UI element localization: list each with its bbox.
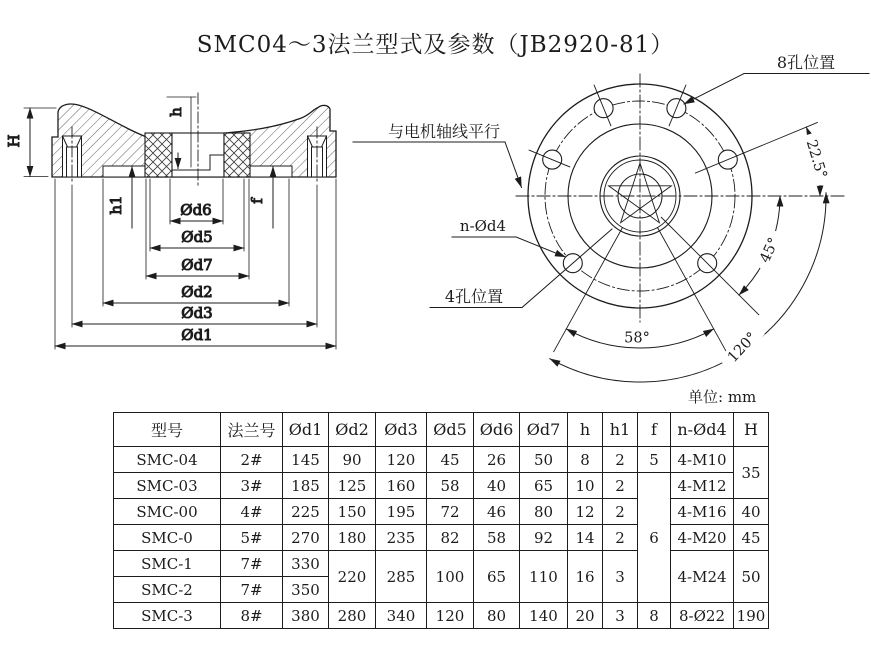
table-cell: 5#: [221, 525, 283, 551]
table-cell: 340: [376, 603, 427, 629]
dim-label-d6: Ød6: [180, 201, 212, 219]
table-cell: 195: [376, 499, 427, 525]
table-cell: 2: [603, 473, 638, 499]
table-cell: SMC-1: [114, 551, 221, 577]
eight-hole-label: 8孔位置: [776, 53, 836, 72]
leader-parallel-to-motor-axis: [353, 122, 522, 188]
table-cell: 3#: [221, 473, 283, 499]
table-cell: 45: [734, 525, 769, 551]
column-header: n-Ød4: [671, 413, 734, 447]
table-cell: SMC-04: [114, 447, 221, 473]
svg-text:45°: 45°: [757, 235, 783, 266]
table-cell: 14: [568, 525, 603, 551]
table-cell: 40: [474, 473, 520, 499]
table-cell: 90: [329, 447, 376, 473]
column-header: Ød5: [427, 413, 474, 447]
parallel-label: 与电机轴线平行: [387, 122, 501, 141]
angle-label-45: [752, 228, 785, 272]
table-cell: 16: [568, 551, 603, 603]
table-cell: 2#: [221, 447, 283, 473]
column-header: 型号: [114, 413, 221, 447]
table-cell: SMC-2: [114, 577, 221, 603]
dim-label-f: f: [248, 198, 266, 204]
table-cell: SMC-03: [114, 473, 221, 499]
table-cell: 4-M24: [671, 551, 734, 603]
four-hole-label: 4孔位置: [444, 287, 504, 306]
table-cell: 80: [474, 603, 520, 629]
svg-text:22.5°: 22.5°: [802, 138, 830, 181]
dim-label-d2: Ød2: [181, 283, 213, 301]
column-header: Ød2: [329, 413, 376, 447]
dim-label-h: h: [167, 107, 185, 117]
table-cell: 100: [427, 551, 474, 603]
dim-label-h1: h1: [107, 195, 125, 215]
table-cell: 4-M20: [671, 525, 734, 551]
column-header: 法兰号: [221, 413, 283, 447]
dimension-d6: [170, 179, 223, 224]
column-header: H: [734, 413, 769, 447]
dim-label-d7: Ød7: [181, 256, 213, 274]
table-cell: 4-M12: [671, 473, 734, 499]
column-header: Ød7: [520, 413, 568, 447]
table-cell: 58: [427, 473, 474, 499]
table-cell: 2: [603, 499, 638, 525]
dim-label-H: H: [5, 134, 23, 148]
table-cell: 58: [474, 525, 520, 551]
table-cell: 330: [283, 551, 329, 577]
table-cell: 8: [568, 447, 603, 473]
table-cell: SMC-0: [114, 525, 221, 551]
spigot-recess-right: [250, 166, 292, 177]
table-cell: 110: [520, 551, 568, 603]
shaft-star-mark: [609, 163, 672, 223]
table-cell: 5: [638, 447, 671, 473]
table-cell: 225: [283, 499, 329, 525]
column-header: h1: [603, 413, 638, 447]
table-cell: 120: [376, 447, 427, 473]
table-cell: 285: [376, 551, 427, 603]
bolt-right: [308, 127, 327, 184]
table-row: [114, 499, 769, 525]
table-cell: 6: [638, 473, 671, 603]
dim-label-d3: Ød3: [181, 304, 213, 322]
table-cell: 220: [329, 551, 376, 603]
page-title: SMC04～3法兰型式及参数（JB2920-81）: [196, 32, 675, 58]
table-cell: 8#: [221, 603, 283, 629]
parameter-table: [113, 412, 769, 629]
table-cell: 3: [603, 551, 638, 603]
column-header: h: [568, 413, 603, 447]
leader-eight-hole: [684, 53, 869, 104]
table-cell: 92: [520, 525, 568, 551]
table-cell: 280: [329, 603, 376, 629]
table-cell: 125: [329, 473, 376, 499]
flange-cross-section-view: [5, 93, 336, 349]
table-cell: 7#: [221, 551, 283, 577]
table-cell: 2: [603, 447, 638, 473]
dimension-H: [5, 108, 56, 177]
table-cell: 46: [474, 499, 520, 525]
table-cell: 65: [474, 551, 520, 603]
svg-text:58°: 58°: [624, 330, 650, 347]
angle-label-22-5: [801, 132, 833, 187]
table-cell: 65: [520, 473, 568, 499]
table-cell: 140: [520, 603, 568, 629]
table-row: [114, 447, 769, 473]
spigot-recess-left: [103, 166, 145, 177]
table-cell: 10: [568, 473, 603, 499]
bolt-left: [63, 127, 82, 184]
table-cell: 35: [734, 447, 769, 499]
dim-label-d5: Ød5: [181, 228, 213, 246]
n-d4-label: n-Ød4: [459, 217, 507, 235]
table-cell: 4-M16: [671, 499, 734, 525]
table-cell: 20: [568, 603, 603, 629]
table-row: [114, 603, 769, 629]
table-cell: 4#: [221, 499, 283, 525]
table-cell: 50: [734, 551, 769, 603]
table-cell: 4-M10: [671, 447, 734, 473]
unit-label: 单位: mm: [688, 388, 757, 406]
table-cell: 45: [427, 447, 474, 473]
table-cell: 82: [427, 525, 474, 551]
table-cell: 7#: [221, 577, 283, 603]
table-cell: 150: [329, 499, 376, 525]
table-cell: 180: [329, 525, 376, 551]
flange-front-view: [353, 53, 869, 382]
arc-120: [550, 193, 826, 382]
bearing-block-right: [224, 133, 250, 177]
table-cell: 12: [568, 499, 603, 525]
column-header: Ød1: [283, 413, 329, 447]
table-cell: 3: [603, 603, 638, 629]
table-cell: 80: [520, 499, 568, 525]
table-row: [114, 551, 769, 577]
table-cell: 8-Ø22: [671, 603, 734, 629]
table-cell: 2: [603, 525, 638, 551]
table-cell: 270: [283, 525, 329, 551]
table-cell: 120: [427, 603, 474, 629]
column-header: Ød3: [376, 413, 427, 447]
dim-label-d1: Ød1: [181, 326, 213, 344]
table-row: [114, 473, 769, 499]
svg-text:120°: 120°: [724, 329, 761, 366]
table-cell: 235: [376, 525, 427, 551]
table-cell: 185: [283, 473, 329, 499]
table-cell: 72: [427, 499, 474, 525]
table-cell: 380: [283, 603, 329, 629]
table-cell: 50: [520, 447, 568, 473]
table-cell: 160: [376, 473, 427, 499]
table-row: [114, 525, 769, 551]
angle-label-120: [718, 323, 765, 372]
table-cell: 190: [734, 603, 769, 629]
table-cell: SMC-3: [114, 603, 221, 629]
bearing-block-left: [145, 133, 172, 177]
column-header: Ød6: [474, 413, 520, 447]
table-cell: 145: [283, 447, 329, 473]
table-cell: 26: [474, 447, 520, 473]
column-header: f: [638, 413, 671, 447]
angle-label-58: [615, 330, 659, 347]
table-cell: 8: [638, 603, 671, 629]
table-cell: SMC-00: [114, 499, 221, 525]
table-cell: 40: [734, 499, 769, 525]
table-header-row: [114, 413, 769, 447]
technical-drawing: [0, 40, 871, 390]
table-cell: 350: [283, 577, 329, 603]
